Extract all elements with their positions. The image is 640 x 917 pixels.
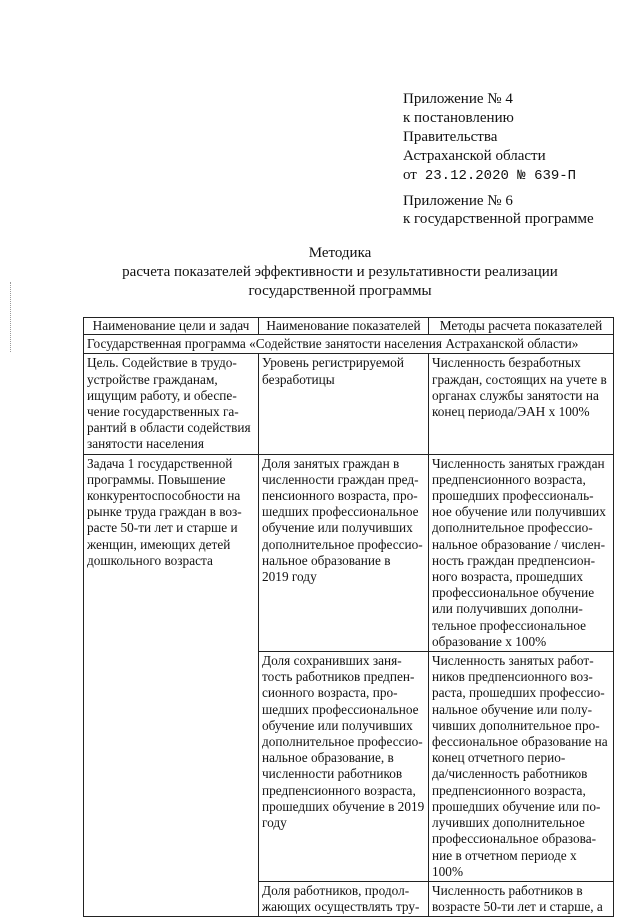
program-name: Государственная программа «Содействие занятости населения Астраханской области» [84, 335, 614, 354]
task-1-indicator-2: Доля сохранивших заня- тость работников предпен- сионного возраста, про- шедших профессиональное обучение или получивших дополнительное профессио- нальное образование, в численности работников предпенсионного возраста, прошедших обучение в 2019 году [259, 652, 429, 882]
goal-name: Цель. Содействие в трудо- устройстве гражданам, ищущим работу, и обеспе- чение государственных га- рантий в области содействия занятости населения [84, 354, 259, 454]
task-1-method-2: Численность занятых работ- ников предпенсионного воз- раста, прошедших профессио- нальное обучение или полу- чивших дополнительное про- фессиональное образование на конец отчетного перио- да/численность работников предпенсионного возраста, прошедших обучение или по- лучивших дополнительное профессиональное образова- ние в отчетном периоде x 100% [429, 652, 614, 882]
indicators-table [83, 317, 614, 917]
appendix-4-title: Приложение № 4 [403, 91, 513, 107]
title-line-3: государственной программы [248, 283, 432, 299]
task-1-indicator-3: Доля работников, продол- жающих осуществлять тру- [259, 881, 429, 916]
appendix-6-title: Приложение № 6 [403, 193, 513, 209]
table-header-row [84, 318, 614, 335]
resolution-date-number: 23.12.2020 № 639-П [424, 168, 577, 184]
appendix-4-to-resolution: к постановлению [403, 110, 514, 126]
header-goals-tasks: Наименование цели и задач [84, 318, 259, 335]
appendix-4-block [403, 90, 576, 186]
header-indicators: Наименование показателей [259, 318, 429, 335]
task-1-indicator-1: Доля занятых граждан в численности граждан пред- пенсионного возраста, про- шедших профессиональное обучение или получивших дополнительное профессио- нальное образование в 2019 году [259, 454, 429, 651]
goal-method: Численность безработных граждан, состоящих на учете в органах службы занятости на конец периода/ЭАН x 100% [429, 354, 614, 454]
appendix-4-date-line [403, 166, 576, 186]
task-1-name: Задача 1 государственной программы. Повышение конкурентоспособности на рынке труда граждан в воз- расте 50-ти лет и старше и женщин, имеющих детей дошкольного возраста [84, 454, 259, 917]
task-1-method-3: Численность работников в возрасте 50-ти лет и старше, а [429, 881, 614, 916]
appendix-4-region: Астраханской области [403, 148, 546, 164]
appendix-6-block [403, 192, 594, 228]
table-row [84, 454, 614, 651]
title-line-2: расчета показателей эффективности и результативности реализации [122, 264, 558, 280]
task-1-method-1: Численность занятых граждан предпенсионного возраста, прошедших профессиональ- ное обучение или получивших дополнительное профессио- нальное образование / числен- ность граждан предпенсион- ного возраста, прошедших профессиональное обучение или получивших дополни- тельное профессиональное образование x 100% [429, 454, 614, 651]
document-title [60, 244, 620, 301]
goal-indicator: Уровень регистрируемой безработицы [259, 354, 429, 454]
appendix-4-government: Правительства [403, 129, 498, 145]
title-methodology: Методика [308, 245, 372, 261]
program-row [84, 335, 614, 354]
appendix-6-to-program: к государственной программе [403, 211, 594, 227]
date-prefix: от [403, 167, 417, 183]
header-methods: Методы расчета показателей [429, 318, 614, 335]
table-row [84, 354, 614, 454]
scan-edge-mark [10, 282, 14, 352]
